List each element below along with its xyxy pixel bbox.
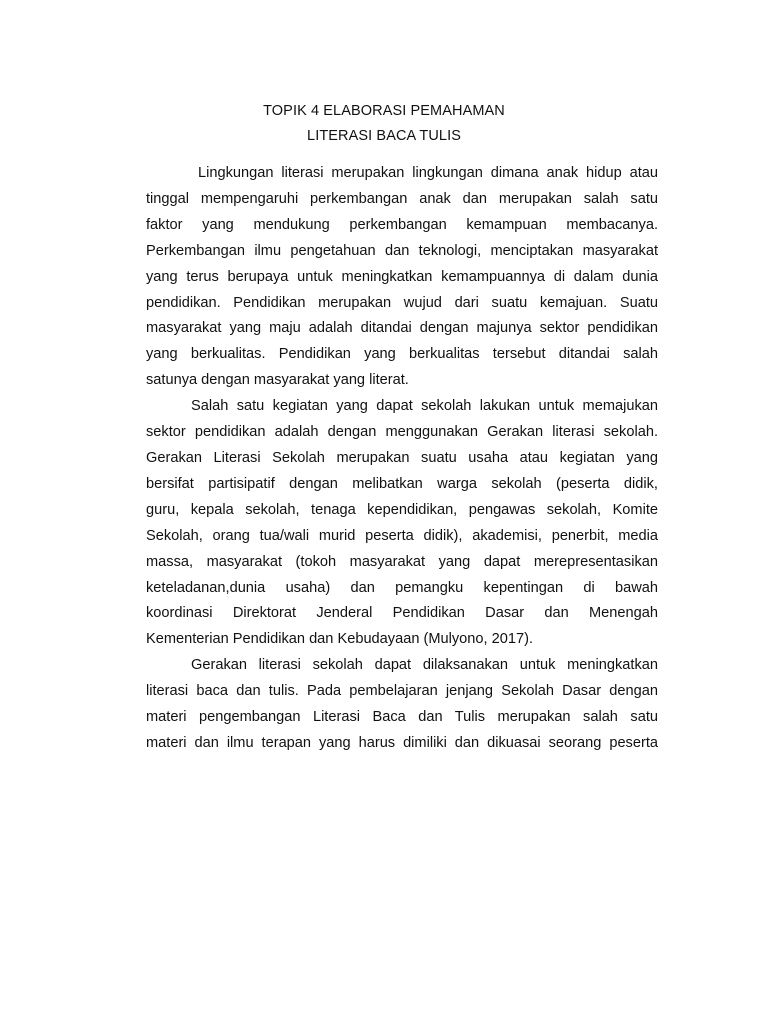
text-line: literasi baca dan tulis. Pada pembelajaran jenjang Sekolah Dasar dengan — [146, 683, 658, 700]
text-line: yang terus berupaya untuk meningkatkan kemampuannya di dalam dunia — [146, 268, 658, 285]
text-line: Salah satu kegiatan yang dapat sekolah lakukan untuk memajukan — [191, 398, 658, 415]
text-line: materi dan ilmu terapan yang harus dimiliki dan dikuasai seorang peserta — [146, 734, 658, 751]
text-line: Lingkungan literasi merupakan lingkungan dimana anak hidup atau — [198, 165, 658, 181]
text-line: faktor yang mendukung perkembangan kemampuan membacanya. — [146, 216, 658, 233]
document-title-line-1: TOPIK 4 ELABORASI PEMAHAMAN — [263, 103, 505, 119]
text-line: bersifat partisipatif dengan melibatkan warga sekolah (peserta didik, — [146, 475, 658, 492]
paragraph-3 — [146, 653, 658, 757]
text-line: koordinasi Direktorat Jenderal Pendidikan Dasar dan Menengah — [146, 605, 658, 622]
text-line: Gerakan literasi sekolah dapat dilaksanakan untuk meningkatkan — [191, 657, 658, 674]
text-line: keteladanan,dunia usaha) dan pemangku kepentingan di bawah — [146, 579, 658, 596]
paragraph-1 — [146, 161, 658, 394]
document-body — [146, 161, 658, 757]
text-line: pendidikan. Pendidikan merupakan wujud dari suatu kemajuan. Suatu — [146, 294, 658, 311]
text-line: massa, masyarakat (tokoh masyarakat yang dapat merepresentasikan — [146, 553, 658, 570]
text-line: Sekolah, orang tua/wali murid peserta didik), akademisi, penerbit, media — [146, 527, 658, 544]
text-line: Perkembangan ilmu pengetahuan dan teknologi, menciptakan masyarakat — [146, 242, 658, 259]
text-line: Kementerian Pendidikan dan Kebudayaan (Mulyono, 2017). — [146, 631, 533, 648]
text-line: sektor pendidikan adalah dengan menggunakan Gerakan literasi sekolah. — [146, 424, 658, 441]
text-line: guru, kepala sekolah, tenaga kependidikan, pengawas sekolah, Komite — [146, 501, 658, 518]
text-line: yang berkualitas. Pendidikan yang berkualitas tersebut ditandai salah — [146, 346, 658, 363]
text-line: satunya dengan masyarakat yang literat. — [146, 372, 409, 389]
text-line: Gerakan Literasi Sekolah merupakan suatu usaha atau kegiatan yang — [146, 449, 658, 466]
text-line: tinggal mempengaruhi perkembangan anak dan merupakan salah satu — [146, 190, 658, 207]
text-line: materi pengembangan Literasi Baca dan Tulis merupakan salah satu — [146, 709, 658, 726]
document-title-line-2: LITERASI BACA TULIS — [307, 128, 461, 144]
text-line: masyarakat yang maju adalah ditandai dengan majunya sektor pendidikan — [146, 320, 658, 337]
paragraph-2 — [146, 394, 658, 653]
